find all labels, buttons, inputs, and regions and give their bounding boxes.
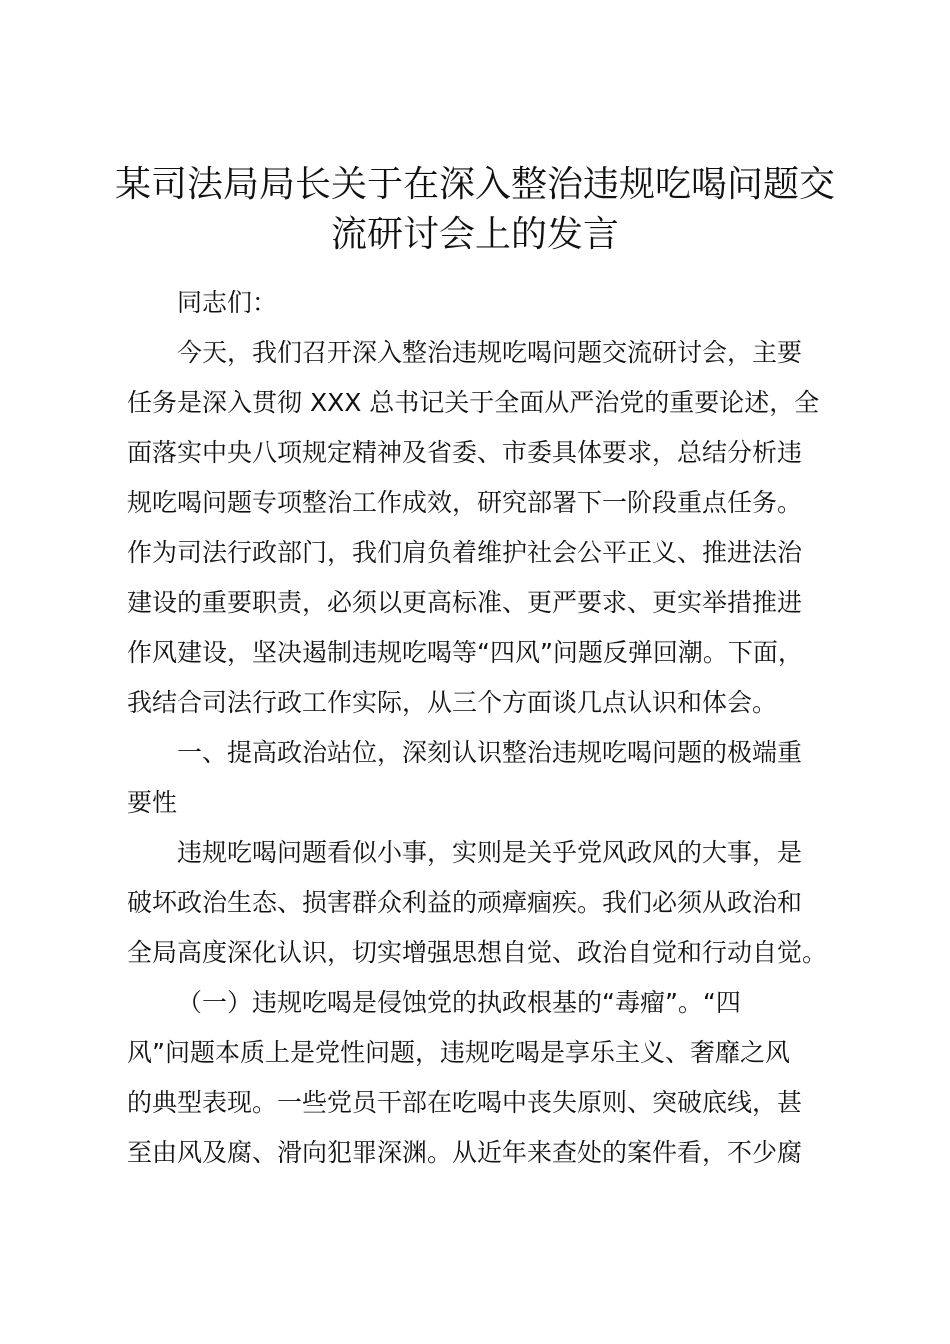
paragraph-line: 的典型表现。一些党员干部在吃喝中丧失原则、突破底线，甚: [127, 1088, 803, 1117]
paragraph-line: 今天，我们召开深入整治违规吃喝问题交流研讨会，主要: [177, 338, 803, 367]
paragraph-line: 作风建设，坚决遏制违规吃喝等“四风”问题反弹回潮。下面，: [127, 638, 803, 667]
paragraph-line: 规吃喝问题专项整治工作成效，研究部署下一阶段重点任务。: [127, 488, 803, 517]
paragraph-line: 全局高度深化认识，切实增强思想自觉、政治自觉和行动自觉。: [127, 938, 828, 967]
paragraph-line: 面落实中央八项规定精神及省委、市委具体要求，总结分析违: [127, 438, 803, 467]
section-heading-line: 要性: [127, 788, 178, 817]
paragraph-line: 作为司法行政部门，我们肩负着维护社会公平正义、推进法治: [127, 538, 803, 567]
salutation: 同志们：: [177, 288, 278, 317]
section-heading-line: 一、提高政治站位，深刻认识整治违规吃喝问题的极端重: [177, 738, 803, 767]
paragraph-line: 破坏政治生态、损害群众利益的顽瘴痼疾。我们必须从政治和: [127, 888, 803, 917]
paragraph-line: 我结合司法行政工作实际，从三个方面谈几点认识和体会。: [127, 688, 778, 717]
paragraph-line: 风”问题本质上是党性问题，违规吃喝是享乐主义、奢靡之风: [127, 1038, 790, 1067]
document-title-line-1: 某司法局局长关于在深入整治违规吃喝问题交: [114, 164, 835, 205]
paragraph-line: 建设的重要职责，必须以更高标准、更严要求、更实举措推进: [127, 588, 803, 617]
paragraph-line: （一）违规吃喝是侵蚀党的执政根基的“毒瘤”。“四: [177, 988, 741, 1017]
paragraph-line: 违规吃喝问题看似小事，实则是关乎党风政风的大事，是: [177, 838, 803, 867]
paragraph-line: 至由风及腐、滑向犯罪深渊。从近年来查处的案件看，不少腐: [127, 1138, 803, 1167]
paragraph-line: 任务是深入贯彻 XXX 总书记关于全面从严治党的重要论述，全: [127, 388, 820, 417]
document-title-line-2: 流研讨会上的发言: [330, 214, 619, 255]
